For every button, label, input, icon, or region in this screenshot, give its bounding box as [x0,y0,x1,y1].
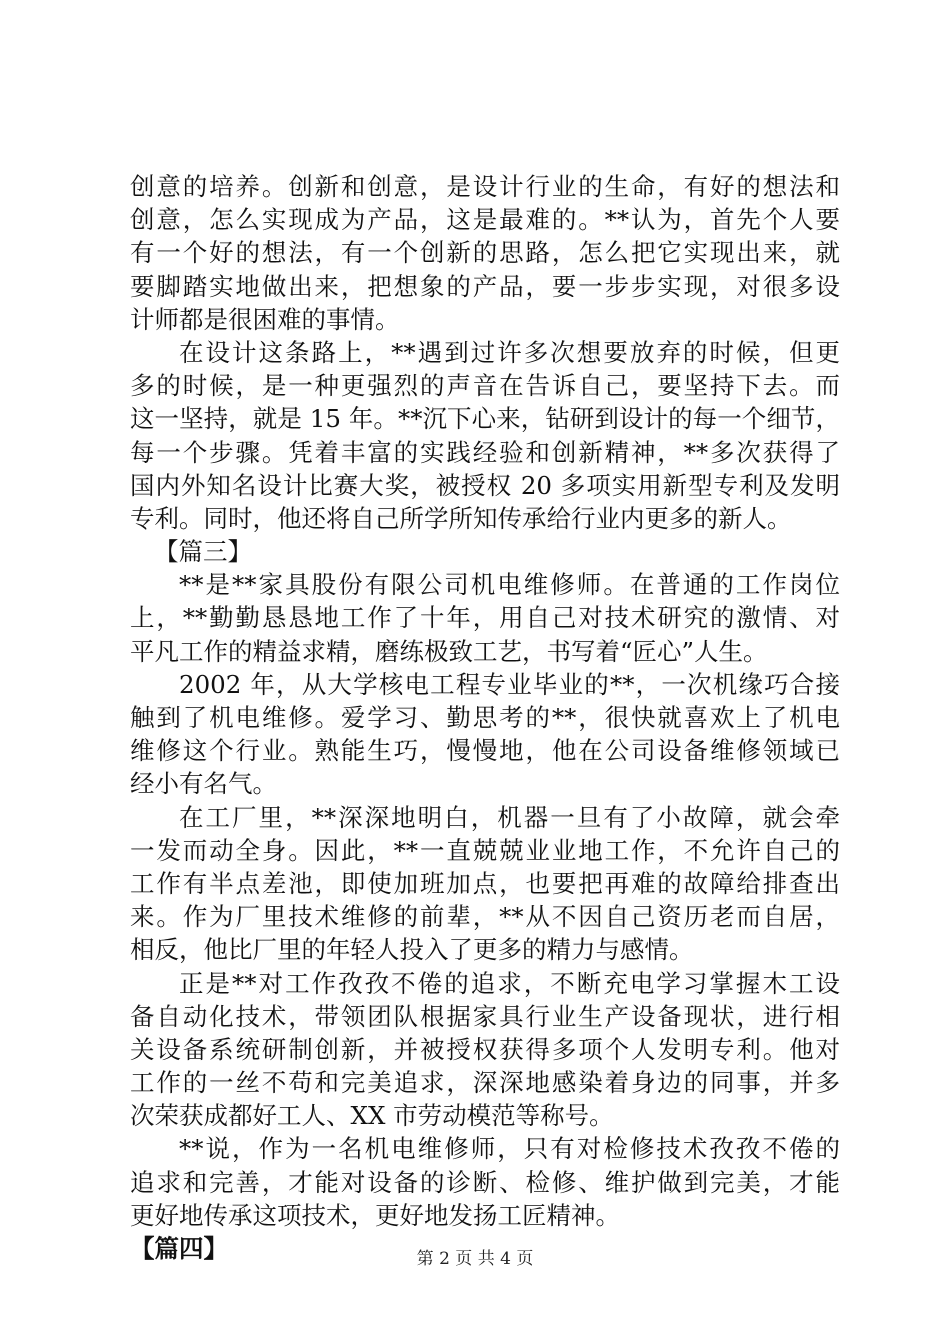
text-line: 关设备系统研制创新，并被授权获得多项个人发明专利。他对 [130,1034,840,1064]
text-line: 国内外知名设计比赛大奖，被授权 20 多项实用新型专利及发明 [130,470,840,500]
text-line: 触到了机电维修。爱学习、勤思考的**，很快就喜欢上了机电 [130,703,840,732]
text-line: 维修这个行业。熟能生巧，慢慢地，他在公司设备维修领域已 [130,736,840,766]
text-line: 工作的一丝不苟和完美追求，深深地感染着身边的同事，并多 [130,1068,840,1098]
paragraph-first-line: 在设计这条路上，**遇到过许多次想要放弃的时候，但更 [179,337,840,367]
text-line: 要脚踏实地做出来，把想象的产品，要一步步实现，对很多设 [130,271,840,301]
text-line: 多的时候，是一种更强烈的声音在告诉自己，要坚持下去。而 [130,371,840,401]
text-line: 专利。同时，他还将自己所学所知传承给行业内更多的新人。 [130,503,792,533]
paragraph-first-line: 2002 年，从大学核电工程专业毕业的**，一次机缘巧合接 [179,669,840,699]
text-line: 一发而动全身。因此，**一直兢兢业业地工作，不允许自己的 [130,835,840,865]
text-line: 来。作为厂里技术维修的前辈，**从不因自己资历老而自居， [130,902,840,932]
text-line: 创意，怎么实现成为产品，这是最难的。**认为，首先个人要 [130,205,840,235]
text-line: 有一个好的想法，有一个创新的思路，怎么把它实现出来，就 [130,238,840,268]
text-line: 这一坚持，就是 15 年。**沉下心来，钻研到设计的每一个细节， [130,404,840,434]
text-line: 每一个步骤。凭着丰富的实践经验和创新精神，**多次获得了 [130,437,840,467]
text-line: 相反，他比厂里的年轻人投入了更多的精力与感情。 [130,935,694,965]
paragraph-first-line: 正是**对工作孜孜不倦的追求，不断充电学习掌握木工设 [179,968,840,998]
paragraph-first-line: 在工厂里，**深深地明白，机器一旦有了小故障，就会牵 [179,802,840,832]
paragraph-first-line: **是**家具股份有限公司机电维修师。在普通的工作岗位 [179,570,840,600]
text-line: 经小有名气。 [130,769,277,799]
text-line: 工作有半点差池，即使加班加点，也要把再难的故障给排查出 [130,868,840,898]
text-line: 计师都是很困难的事情。 [130,304,400,334]
text-line: 追求和完善，才能对设备的诊断、检修、维护做到完美，才能 [130,1167,840,1197]
page-number-footer: 第 2 页 共 4 页 [416,1249,534,1269]
text-line: 次荣获成都好工人、XX 市劳动模范等称号。 [130,1101,614,1131]
text-line: 平凡工作的精益求精，磨练极致工艺，书写着“匠心”人生。 [130,636,768,666]
document-body [130,170,840,1265]
section-heading-part-four: 【篇四】 [130,1234,228,1263]
paragraph-first-line: **说，作为一名机电维修师，只有对检修技术孜孜不倦的 [179,1134,840,1164]
text-line: 备自动化技术，带领团队根据家具行业生产设备现状，进行相 [130,1001,840,1031]
text-line: 更好地传承这项技术，更好地发扬工匠精神。 [130,1200,620,1230]
section-heading-part-three: 【篇三】 [154,537,252,567]
text-line: 上，**勤勤恳恳地工作了十年，用自己对技术研究的激情、对 [130,603,840,633]
text-line: 创意的培养。创新和创意，是设计行业的生命，有好的想法和 [130,172,840,201]
